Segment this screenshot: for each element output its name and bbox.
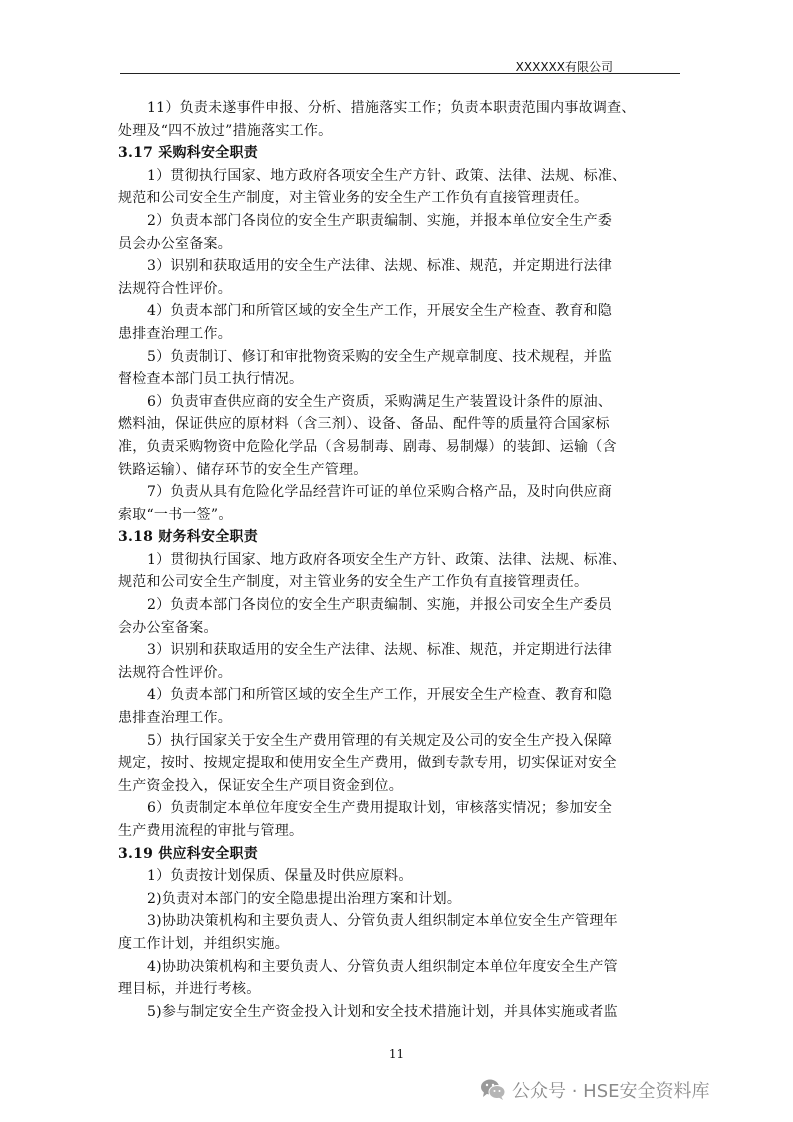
watermark-text: 公众号 · HSE安全资料库 — [512, 1081, 710, 1102]
paragraph-line: 规范和公司安全生产制度，对主管业务的安全生产工作负有直接管理责任。 — [118, 190, 589, 207]
paragraph-line: 2)负责对本部门的安全隐患提出治理方案和计划。 — [147, 890, 462, 907]
paragraph-line: 处理及“四不放过”措施落实工作。 — [118, 122, 333, 139]
paragraph-line: 准，负责采购物资中危险化学品（含易制毒、剧毒、易制爆）的装卸、运输（含 — [118, 438, 617, 455]
page-number: 11 — [388, 1047, 405, 1061]
paragraph-line: 规定，按时、按规定提取和使用安全生产费用，做到专款专用，切实保证对安全 — [118, 755, 617, 772]
paragraph-line: 燃料油，保证供应的原材料（含三剂）、设备、备品、配件等的质量符合国家标 — [118, 416, 610, 433]
paragraph-line: 4）负责本部门和所管区域的安全生产工作，开展安全生产检查、教育和隐 — [147, 303, 613, 320]
paragraph-line: 5)参与制定安全生产资金投入计划和安全技术措施计划，并具体实施或者监 — [147, 1003, 618, 1020]
paragraph-line: 督检查本部门员工执行情况。 — [118, 371, 304, 388]
paragraph-line: 患排查治理工作。 — [118, 710, 232, 727]
paragraph-line: 规范和公司安全生产制度，对主管业务的安全生产工作负有直接管理责任。 — [118, 574, 589, 591]
paragraph-line: 铁路运输）、储存环节的安全生产管理。 — [118, 461, 368, 478]
paragraph-line: 度工作计划，并组织实施。 — [118, 935, 289, 952]
paragraph-line: 5）负责制订、修订和审批物资采购的安全生产规章制度、技术规程，并监 — [147, 348, 613, 365]
paragraph-line: 4)协助决策机构和主要负责人、分管负责人组织制定本单位年度安全生产管 — [147, 958, 618, 975]
document-body — [118, 97, 676, 1023]
paragraph-line: 2）负责本部门各岗位的安全生产职责编制、实施，并报本单位安全生产委 — [147, 212, 613, 229]
paragraph-line: 3）识别和获取适用的安全生产法律、法规、标准、规范，并定期进行法律 — [147, 642, 613, 659]
paragraph-line: 法规符合性评价。 — [118, 664, 232, 681]
paragraph-line: 患排查治理工作。 — [118, 325, 232, 342]
section-heading: 3.18 财务科安全职责 — [118, 529, 258, 546]
paragraph-line: 索取“一书一签”。 — [118, 506, 233, 523]
paragraph-line: 会办公室备案。 — [118, 619, 218, 636]
section-heading: 3.17 采购科安全职责 — [118, 145, 258, 162]
paragraph-line: 3）识别和获取适用的安全生产法律、法规、标准、规范，并定期进行法律 — [147, 258, 613, 275]
paragraph-line: 生产费用流程的审批与管理。 — [118, 823, 304, 839]
wechat-icon — [480, 1078, 506, 1102]
paragraph-line: 1）贯彻执行国家、地方政府各项安全生产方针、政策、法律、法规、标准、 — [147, 167, 627, 184]
paragraph-line: 6）负责制定本单位年度安全生产费用提取计划，审核落实情况；参加安全 — [147, 800, 613, 817]
header-divider — [120, 73, 680, 74]
watermark — [480, 1075, 710, 1105]
paragraph-line: 理目标，并进行考核。 — [118, 981, 261, 998]
paragraph-line: 11）负责未遂事件申报、分析、措施落实工作；负责本职责范围内事故调查、 — [147, 100, 636, 116]
paragraph-line: 6）负责审查供应商的安全生产资质，采购满足生产装置设计条件的原油、 — [147, 393, 613, 410]
paragraph-line: 3)协助决策机构和主要负责人、分管负责人组织制定本单位安全生产管理年 — [147, 913, 618, 930]
paragraph-line: 4）负责本部门和所管区域的安全生产工作，开展安全生产检查、教育和隐 — [147, 687, 613, 704]
paragraph-line: 员会办公室备案。 — [118, 235, 232, 252]
paragraph-line: 生产资金投入，保证安全生产项目资金到位。 — [118, 777, 403, 794]
section-heading: 3.19 供应科安全职责 — [118, 845, 258, 862]
paragraph-line: 1）负责按计划保质、保量及时供应原料。 — [147, 868, 413, 885]
header-company-name: XXXXXX有限公司 — [515, 60, 613, 74]
paragraph-line: 2）负责本部门各岗位的安全生产职责编制、实施，并报公司安全生产委员 — [147, 597, 613, 614]
paragraph-line: 法规符合性评价。 — [118, 280, 232, 297]
paragraph-line: 5）执行国家关于安全生产费用管理的有关规定及公司的安全生产投入保障 — [147, 732, 613, 749]
paragraph-line: 1）贯彻执行国家、地方政府各项安全生产方针、政策、法律、法规、标准、 — [147, 551, 627, 568]
paragraph-line: 7）负责从具有危险化学品经营许可证的单位采购合格产品，及时向供应商 — [147, 484, 613, 501]
